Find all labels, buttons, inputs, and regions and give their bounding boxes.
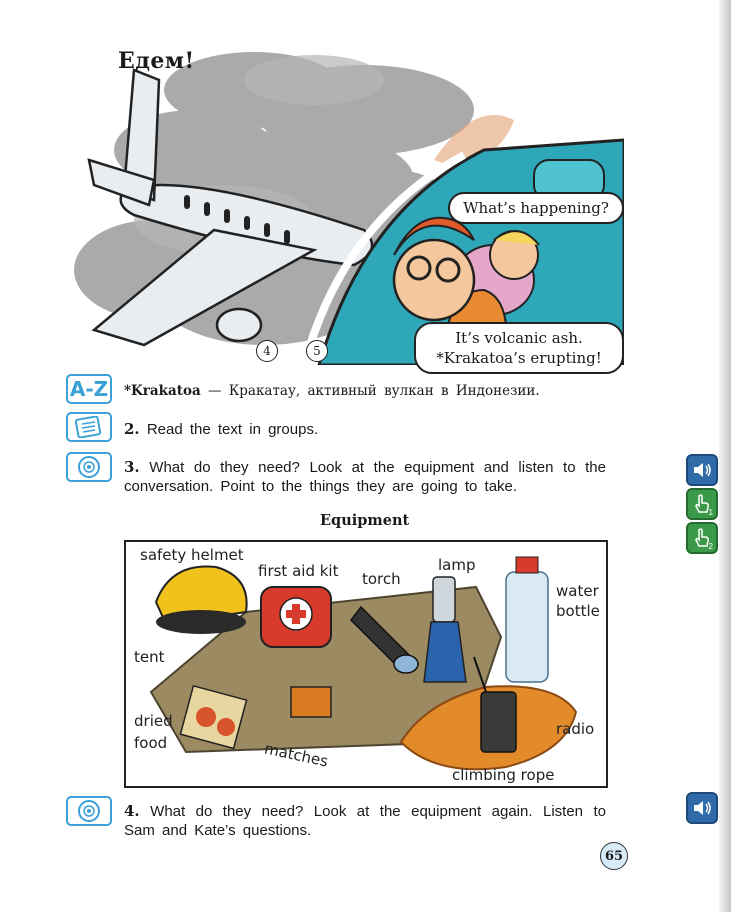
reading-book-icon [66, 412, 112, 442]
label-dried: dried [134, 712, 173, 730]
page-edge [719, 0, 731, 912]
speaker-icon [692, 461, 712, 479]
exercise-4-number: 4. [124, 802, 140, 820]
speech-bubble-line-2: *Krakatoa’s erupting! [436, 349, 602, 367]
audio-cd-icon-2 [66, 796, 112, 826]
az-dictionary-icon: A-Z [66, 374, 112, 404]
exercise-2-number: 2. [124, 420, 140, 438]
exercise-4 [124, 802, 606, 840]
label-torch: torch [362, 570, 401, 588]
equipment-illustration [124, 540, 608, 788]
interactive-task-2-button[interactable] [686, 522, 718, 554]
label-safety-helmet: safety helmet [140, 546, 244, 564]
exercise-2-text: Read the text in groups. [146, 421, 319, 438]
touch-button-index-2: 2 [708, 542, 713, 551]
label-food: food [134, 734, 168, 752]
panel-number-5: 5 [306, 340, 328, 362]
page-number: 65 [600, 842, 628, 870]
speech-bubble-krakatoa [414, 322, 624, 374]
exercise-3-text: What do they need? Look at the equipment and listen to the conversation. Point to the things they are going to take. [124, 459, 606, 495]
page-title: Едем! [118, 48, 195, 74]
label-bottle: bottle [556, 602, 600, 620]
interactive-task-1-button[interactable] [686, 488, 718, 520]
glossary-definition: — Кракатау, активный вулкан в Индонезии. [200, 383, 540, 399]
play-audio-button-2[interactable] [686, 792, 718, 824]
equipment-heading: Equipment [320, 512, 410, 529]
glossary-entry [124, 382, 540, 401]
exercise-3-number: 3. [124, 458, 140, 476]
panel-number-4: 4 [256, 340, 278, 362]
label-tent: tent [134, 648, 165, 666]
label-first-aid-kit: first aid kit [258, 562, 339, 580]
glossary-term: *Krakatoa [124, 383, 201, 399]
label-water: water [556, 582, 599, 600]
touch-button-index-1: 1 [708, 508, 713, 517]
label-climbing-rope: climbing rope [452, 766, 555, 784]
label-matches: matches [262, 739, 330, 771]
speaker-icon-2 [692, 799, 712, 817]
label-radio: radio [556, 720, 595, 738]
play-audio-button[interactable] [686, 454, 718, 486]
exercise-2 [124, 420, 318, 439]
audio-cd-icon [66, 452, 112, 482]
speech-bubble-line-1: It’s volcanic ash. [455, 329, 583, 347]
exercise-3 [124, 458, 606, 496]
exercise-4-text: What do they need? Look at the equipment again. Listen to Sam and Kate’s questions. [124, 803, 607, 839]
label-lamp: lamp [438, 556, 476, 574]
speech-bubble-happening: What’s happening? [448, 192, 624, 224]
